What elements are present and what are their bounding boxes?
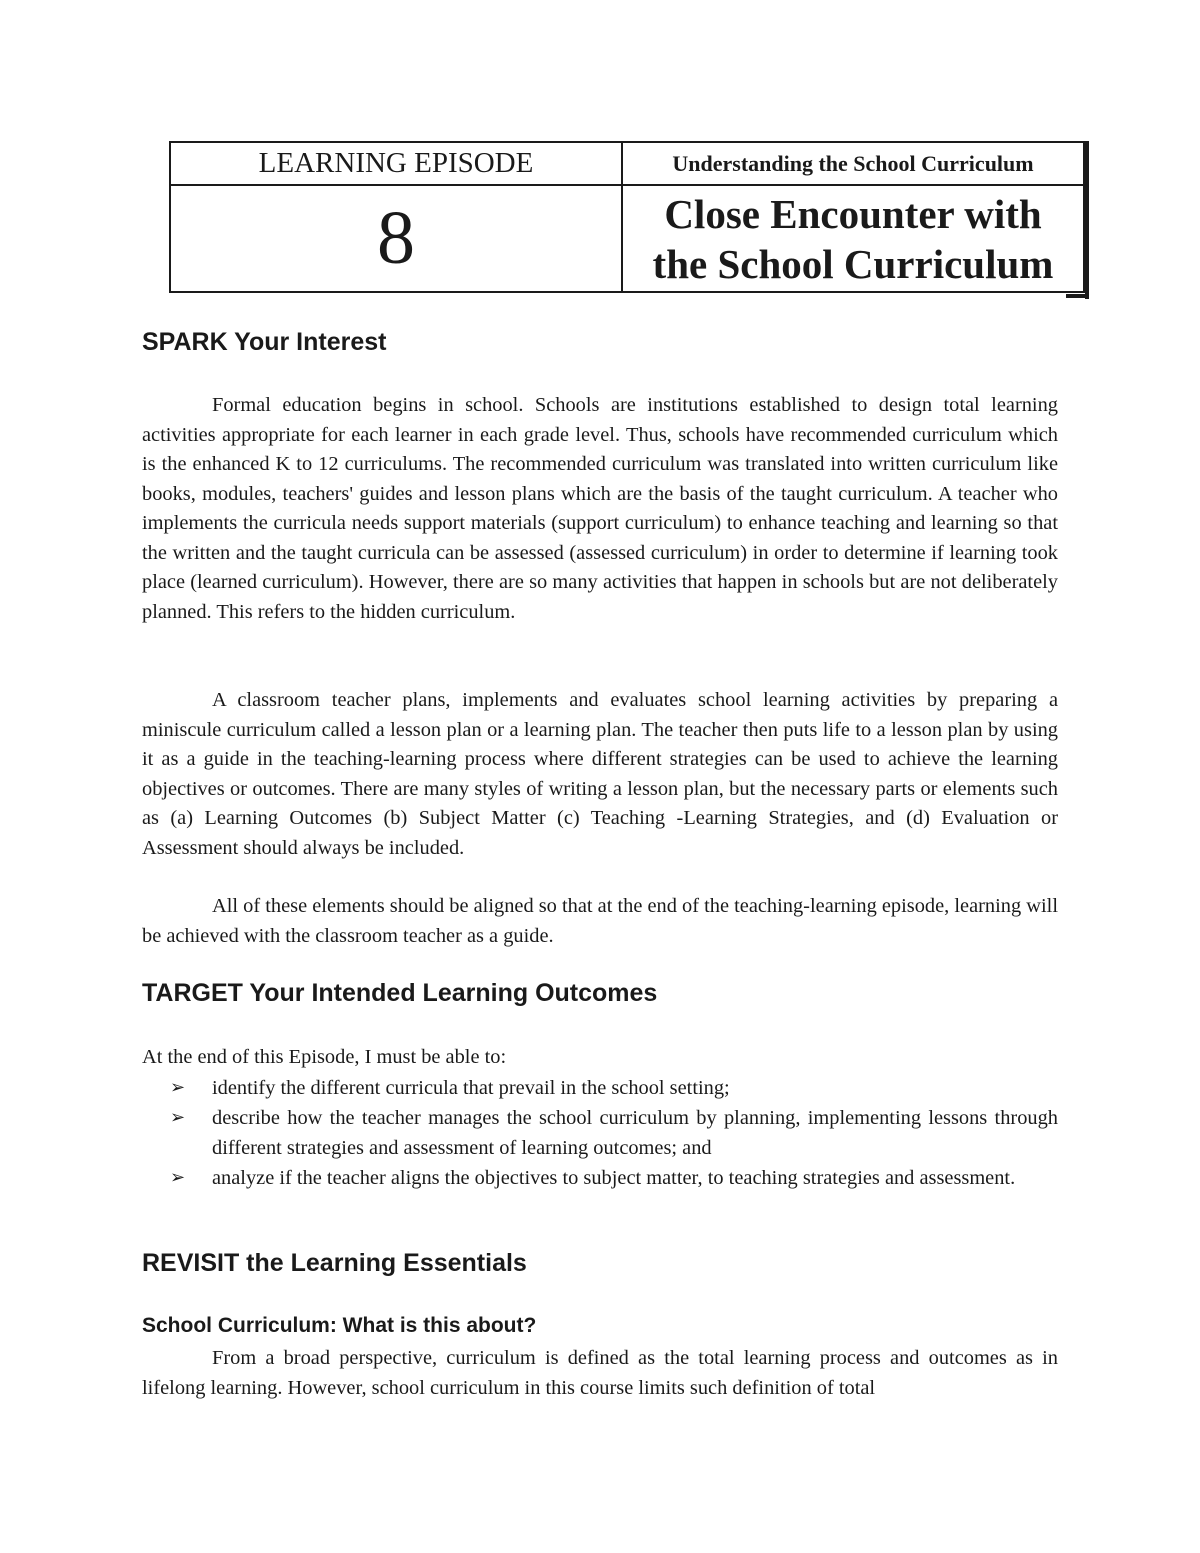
spark-heading: SPARK Your Interest (142, 328, 387, 356)
episode-header-table (169, 141, 1085, 293)
episode-title-line-1: Close Encounter with (664, 190, 1042, 237)
revisit-heading: REVISIT the Learning Essentials (142, 1249, 527, 1277)
episode-label: LEARNING EPISODE (258, 147, 534, 179)
target-heading: TARGET Your Intended Learning Outcomes (142, 979, 658, 1007)
revisit-paragraph: From a broad perspective, curriculum is defined as the total learning process and outcomes as in lifelong learning. However, school curriculum in this course limits such definition of total (142, 1347, 1058, 1399)
outcomes-list (170, 1073, 1058, 1193)
outcome-item-1: ➢ identify the different curricula that prevail in the school setting; (170, 1073, 1058, 1103)
spark-paragraph-1: Formal education begins in school. Schools are institutions established to design total learning activities appropriate for each learner in each grade level. Thus, schools have recommended curriculum which is the enhanced K to 12 curriculums. The recommended curriculum was translated into written curriculum like books, modules, teachers' guides and lesson plans which are the basis of the taught curriculum. A teacher who implements the curricula needs support materials (support curriculum) to enhance teaching and learning so that the written and the taught curricula can be assessed (assessed curriculum) in order to determine if learning took place (learned curriculum). However, there are so many activities that happen in schools but are not deliberately planned. This refers to the hidden curriculum. (142, 394, 1058, 623)
revisit-subheading: School Curriculum: What is this about? (142, 1314, 537, 1337)
arrowhead-bullet-icon: ➢ (170, 1077, 186, 1098)
episode-number: 8 (377, 196, 415, 280)
table-shadow-right (1085, 141, 1089, 299)
outcome-item-3: ➢ analyze if the teacher aligns the objectives to subject matter, to teaching strategies and assessment. (170, 1163, 1058, 1193)
episode-subtitle: Understanding the School Curriculum (672, 150, 1034, 176)
outcome-item-2: ➢ describe how the teacher manages the school curriculum by planning, implementing lessons through different strategies and assessment of learning outcomes; and (170, 1103, 1058, 1163)
episode-title (623, 186, 1083, 291)
arrowhead-bullet-icon: ➢ (170, 1167, 186, 1188)
spark-paragraph-2: A classroom teacher plans, implements and evaluates school learning activities by preparing a miniscule curriculum called a lesson plan or a learning plan. The teacher then puts life to a lesson plan by using it as a guide in the teaching-learning process where different strategies can be used to achieve the learning objectives or outcomes. There are many styles of writing a lesson plan, but the necessary parts or elements such as (a) Learning Outcomes (b) Subject Matter (c) Teaching -Learning Strategies, and (d) Evaluation or Assessment should always be included. (142, 689, 1058, 859)
target-intro: At the end of this Episode, I must be able to: (142, 1046, 507, 1068)
spark-paragraph-3: All of these elements should be aligned so that at the end of the teaching-learning episode, learning will be achieved with the classroom teacher as a guide. (142, 895, 1058, 947)
table-shadow-bottom (1066, 294, 1089, 298)
arrowhead-bullet-icon: ➢ (170, 1107, 186, 1128)
episode-title-line-2: the School Curriculum (652, 240, 1054, 287)
